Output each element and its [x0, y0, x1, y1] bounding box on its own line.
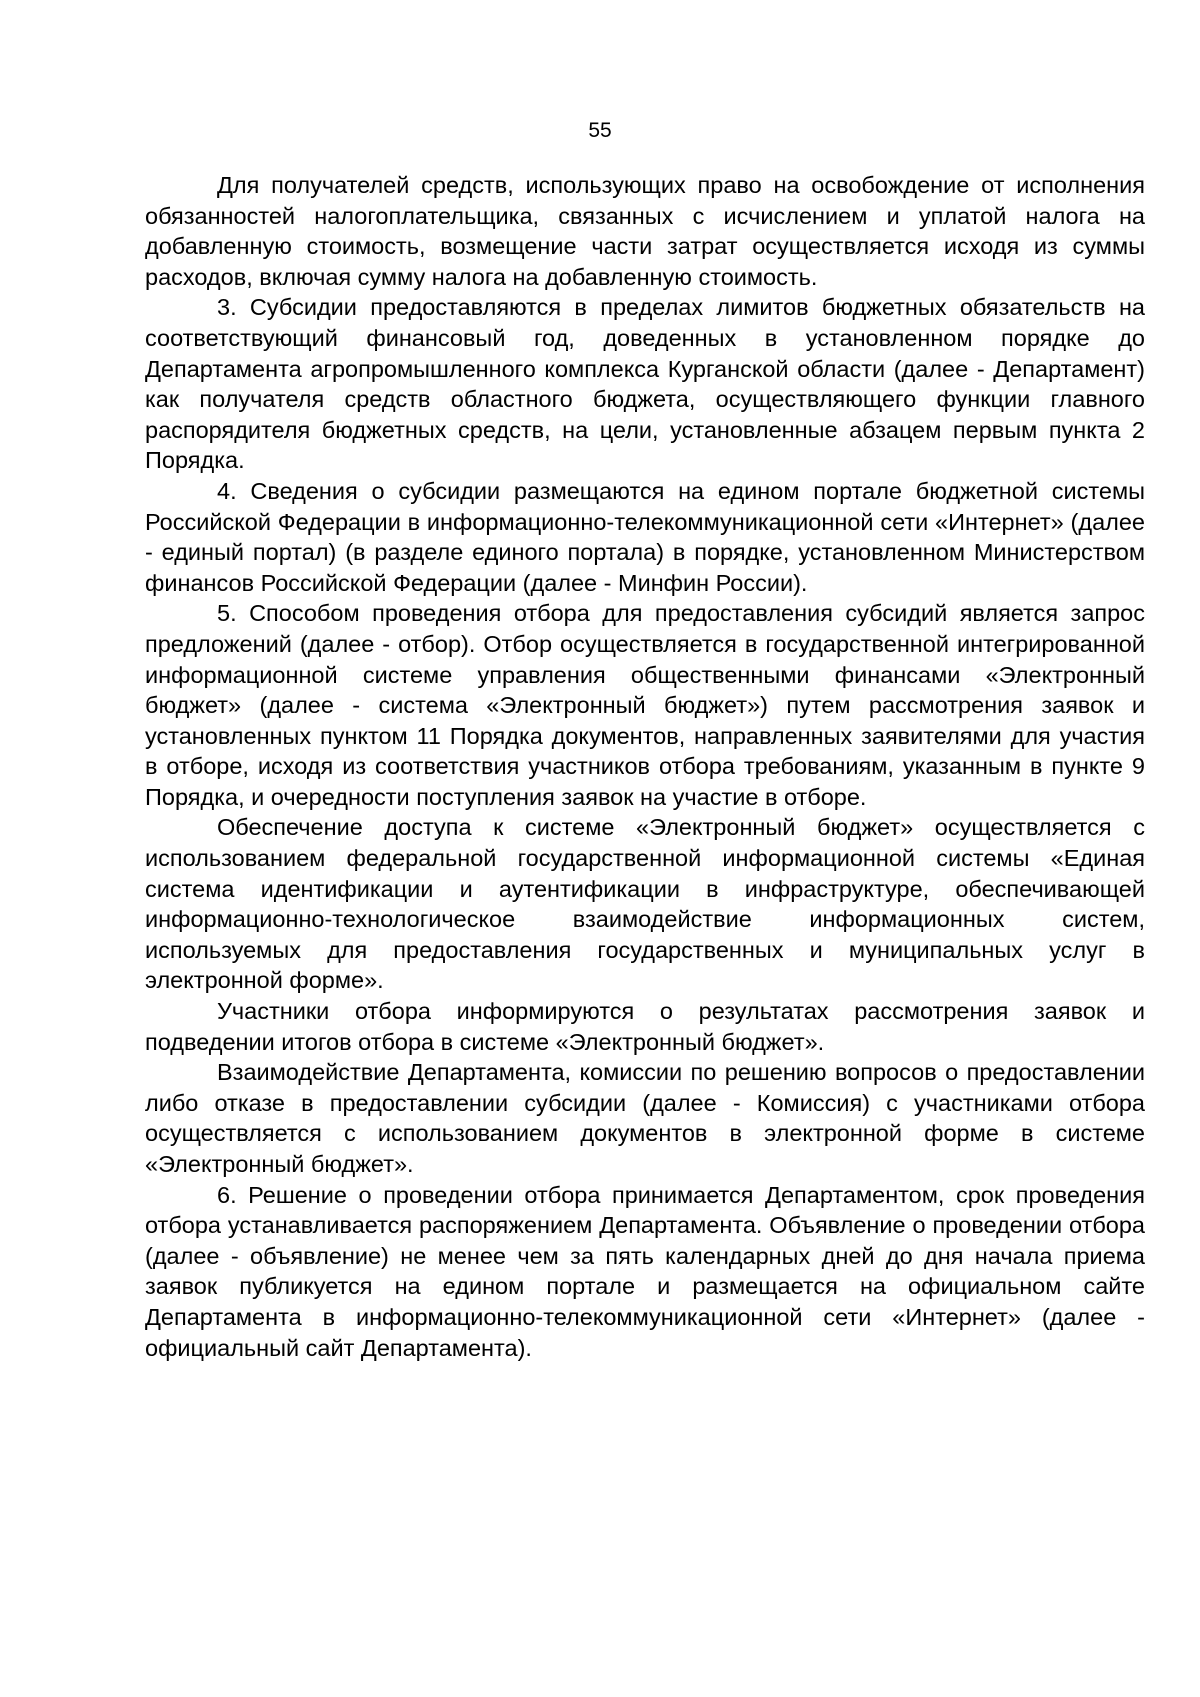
paragraph-access-electronic-budget: Обеспечение доступа к системе «Электронный бюджет» осуществляется с использованием федеральной государственной информационной системы «Единая система идентификации и аутентификации в инфраструктуре, обеспечивающей информационно-технологическое взаимодействие информационных систем, используемых для предоставления государственных и муниципальных услуг в электронной форме». [145, 814, 1145, 994]
paragraph-participants-informed: Участники отбора информируются о результатах рассмотрения заявок и подведении итогов отбора в системе «Электронный бюджет». [145, 998, 1145, 1055]
paragraph-item-3: 3. Субсидии предоставляются в пределах лимитов бюджетных обязательств на соответствующий финансовый год, доведенных в установленном порядке до Департамента агропромышленного комплекса Курганской области (далее - Департамент) как получателя средств областного бюджета, осуществляющего функции главного распорядителя бюджетных средств, на цели, установленные абзацем первым пункта 2 Порядка. [145, 294, 1145, 474]
page-number: 55 [588, 119, 612, 142]
paragraph-vat-note: Для получателей средств, использующих право на освобождение от исполнения обязанностей налогоплательщика, связанных с исчислением и уплатой налога на добавленную стоимость, возмещение части затрат осуществляется исходя из суммы расходов, включая сумму налога на добавленную стоимость. [145, 172, 1145, 290]
paragraph-interaction-commission: Взаимодействие Департамента, комиссии по решению вопросов о предоставлении либо отказе в предоставлении субсидии (далее - Комиссия) с участниками отбора осуществляется с использованием документов в электронной форме в системе «Электронный бюджет». [145, 1059, 1145, 1177]
paragraph-item-6: 6. Решение о проведении отбора принимается Департаментом, срок проведения отбора устанавливается распоряжением Департамента. Объявление о проведении отбора (далее - объявление) не менее чем за пять календарных дней до дня начала приема заявок публикуется на едином портале и размещается на официальном сайте Департамента в информационно-телекоммуникационной сети «Интернет» (далее - официальный сайт Департамента). [145, 1181, 1145, 1361]
paragraph-item-5: 5. Способом проведения отбора для предоставления субсидий является запрос предложений (далее - отбор). Отбор осуществляется в государственной интегрированной информационной системе управления общественными финансами «Электронный бюджет» (далее - система «Электронный бюджет») путем рассмотрения заявок и установленных пунктом 11 Порядка документов, направленных заявителями для участия в отборе, исходя из соответствия участников отбора требованиям, указанным в пункте 9 Порядка, и очередности поступления заявок на участие в отборе. [145, 600, 1145, 810]
document-body [145, 170, 1145, 1363]
paragraph-item-4: 4. Сведения о субсидии размещаются на едином портале бюджетной системы Российской Федерации в информационно-телекоммуникационной сети «Интернет» (далее - единый портал) (в разделе единого портала) в порядке, установленном Министерством финансов Российской Федерации (далее - Минфин России). [145, 477, 1145, 596]
